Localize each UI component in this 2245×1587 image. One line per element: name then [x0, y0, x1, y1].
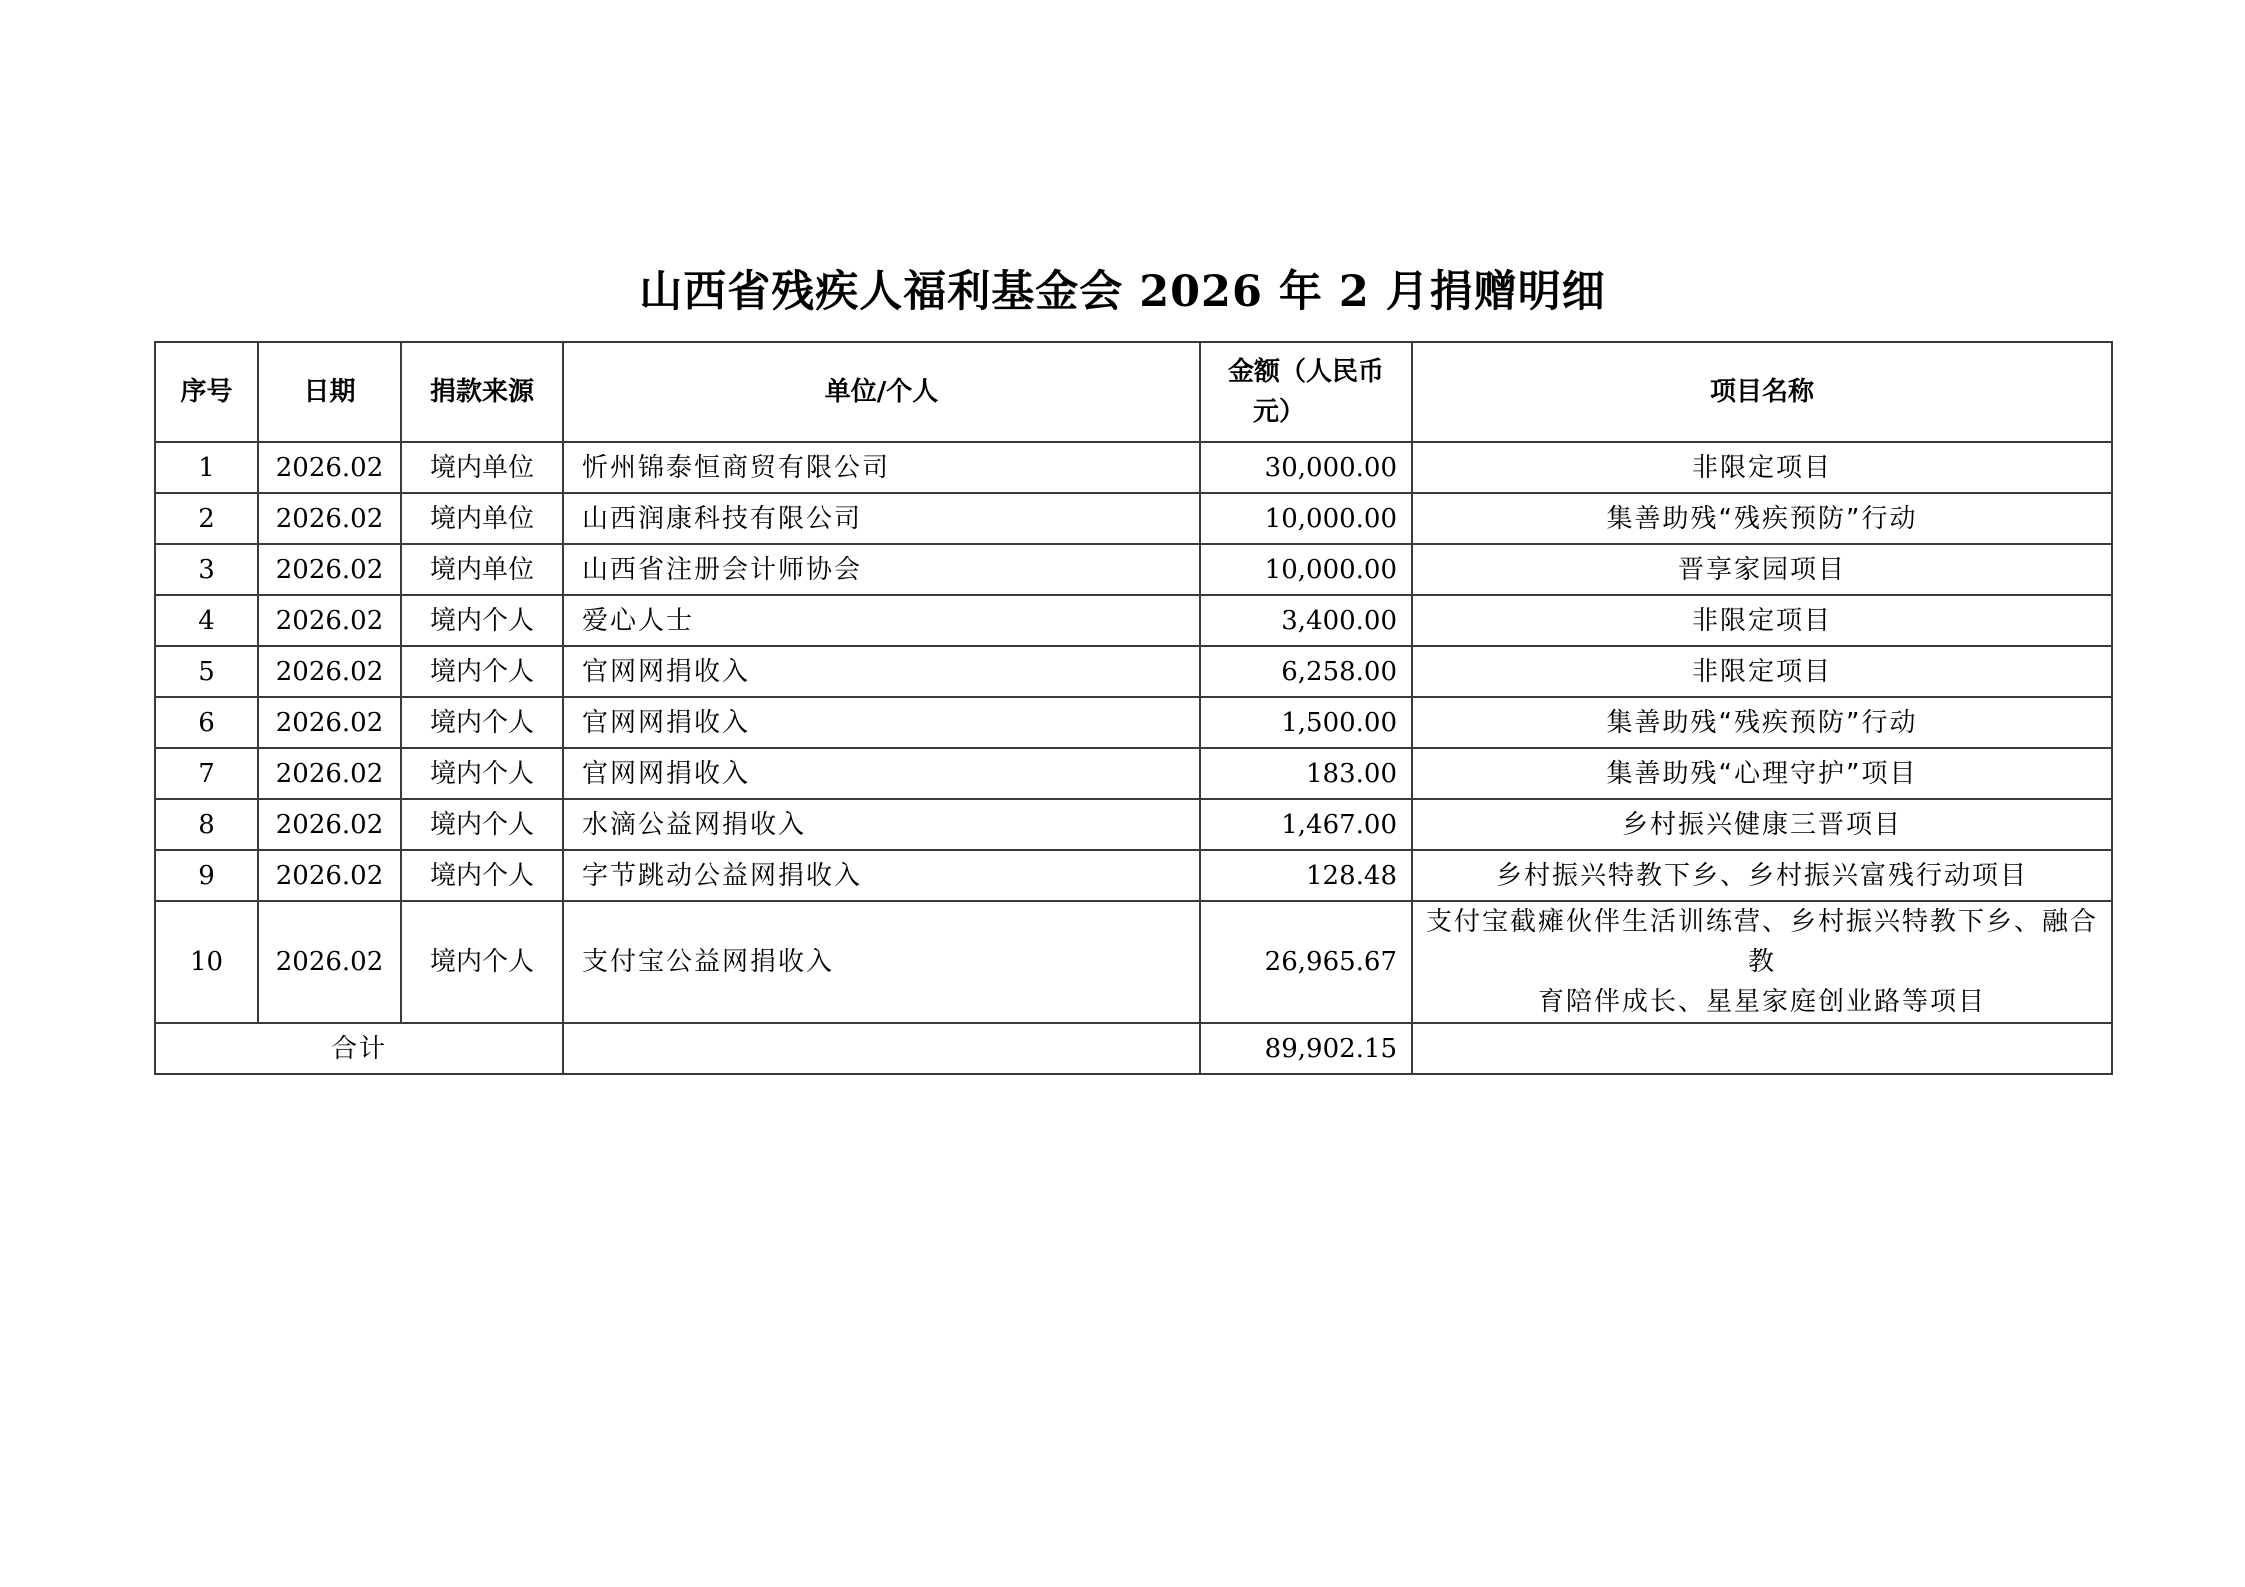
cell-date: 2026.02	[258, 595, 401, 646]
table-row	[155, 544, 2112, 595]
cell-date: 2026.02	[258, 748, 401, 799]
cell-project-line1: 支付宝截瘫伙伴生活训练营、乡村振兴特教下乡、融合教	[1425, 907, 2098, 977]
cell-source: 境内个人	[401, 595, 563, 646]
cell-amount: 1,467.00	[1200, 799, 1412, 850]
cell-seq: 3	[155, 544, 258, 595]
cell-project: 乡村振兴特教下乡、乡村振兴富残行动项目	[1412, 850, 2112, 901]
cell-amount: 1,500.00	[1200, 697, 1412, 748]
cell-recipient: 水滴公益网捐收入	[563, 799, 1200, 850]
cell-seq: 9	[155, 850, 258, 901]
table-row	[155, 442, 2112, 493]
header-amount	[1200, 342, 1412, 442]
cell-seq: 5	[155, 646, 258, 697]
cell-source: 境内个人	[401, 850, 563, 901]
donation-table	[154, 341, 2113, 1075]
total-row	[155, 1023, 2112, 1074]
cell-source: 境内个人	[401, 748, 563, 799]
cell-amount: 10,000.00	[1200, 544, 1412, 595]
table-row	[155, 748, 2112, 799]
cell-recipient: 山西省注册会计师协会	[563, 544, 1200, 595]
cell-project: 乡村振兴健康三晋项目	[1412, 799, 2112, 850]
cell-amount: 183.00	[1200, 748, 1412, 799]
cell-project: 非限定项目	[1412, 646, 2112, 697]
table-header-row	[155, 342, 2112, 442]
cell-project: 集善助残“残疾预防”行动	[1412, 493, 2112, 544]
table-row	[155, 697, 2112, 748]
header-recipient: 单位/个人	[563, 342, 1200, 442]
cell-recipient: 支付宝公益网捐收入	[563, 901, 1200, 1023]
cell-amount: 3,400.00	[1200, 595, 1412, 646]
cell-seq: 1	[155, 442, 258, 493]
cell-project	[1412, 901, 2112, 1023]
cell-date: 2026.02	[258, 697, 401, 748]
cell-project: 集善助残“心理守护”项目	[1412, 748, 2112, 799]
cell-recipient: 山西润康科技有限公司	[563, 493, 1200, 544]
table-row	[155, 493, 2112, 544]
cell-project-line2: 育陪伴成长、星星家庭创业路等项目	[1537, 987, 1986, 1017]
cell-source: 境内单位	[401, 442, 563, 493]
cell-source: 境内个人	[401, 646, 563, 697]
cell-project: 非限定项目	[1412, 595, 2112, 646]
total-amount: 89,902.15	[1200, 1023, 1412, 1074]
cell-date: 2026.02	[258, 646, 401, 697]
cell-seq: 10	[155, 901, 258, 1023]
cell-seq: 7	[155, 748, 258, 799]
cell-source: 境内个人	[401, 799, 563, 850]
header-source: 捐款来源	[401, 342, 563, 442]
cell-source: 境内个人	[401, 901, 563, 1023]
cell-seq: 2	[155, 493, 258, 544]
cell-date: 2026.02	[258, 901, 401, 1023]
cell-date: 2026.02	[258, 799, 401, 850]
total-label: 合计	[155, 1023, 563, 1074]
table-row	[155, 646, 2112, 697]
table-row	[155, 850, 2112, 901]
header-amount-line2: 元）	[1253, 397, 1306, 427]
table-row	[155, 595, 2112, 646]
cell-amount: 10,000.00	[1200, 493, 1412, 544]
cell-recipient: 爱心人士	[563, 595, 1200, 646]
cell-seq: 6	[155, 697, 258, 748]
cell-project: 晋享家园项目	[1412, 544, 2112, 595]
cell-amount: 6,258.00	[1200, 646, 1412, 697]
cell-recipient: 官网网捐收入	[563, 748, 1200, 799]
cell-amount: 26,965.67	[1200, 901, 1412, 1023]
cell-seq: 8	[155, 799, 258, 850]
cell-project: 集善助残“残疾预防”行动	[1412, 697, 2112, 748]
cell-seq: 4	[155, 595, 258, 646]
table-row	[155, 799, 2112, 850]
header-seq: 序号	[155, 342, 258, 442]
cell-amount: 30,000.00	[1200, 442, 1412, 493]
cell-project: 非限定项目	[1412, 442, 2112, 493]
total-recipient-empty	[563, 1023, 1200, 1074]
header-date: 日期	[258, 342, 401, 442]
cell-source: 境内单位	[401, 544, 563, 595]
header-amount-line1: 金额（人民币	[1227, 357, 1384, 387]
cell-recipient: 官网网捐收入	[563, 697, 1200, 748]
cell-recipient: 字节跳动公益网捐收入	[563, 850, 1200, 901]
cell-recipient: 忻州锦泰恒商贸有限公司	[563, 442, 1200, 493]
cell-date: 2026.02	[258, 493, 401, 544]
cell-source: 境内个人	[401, 697, 563, 748]
cell-recipient: 官网网捐收入	[563, 646, 1200, 697]
page-title: 山西省残疾人福利基金会 2026 年 2 月捐赠明细	[639, 267, 1606, 317]
cell-date: 2026.02	[258, 544, 401, 595]
total-project-empty	[1412, 1023, 2112, 1074]
cell-source: 境内单位	[401, 493, 563, 544]
cell-date: 2026.02	[258, 442, 401, 493]
cell-date: 2026.02	[258, 850, 401, 901]
header-project: 项目名称	[1412, 342, 2112, 442]
table-row	[155, 901, 2112, 1023]
cell-amount: 128.48	[1200, 850, 1412, 901]
